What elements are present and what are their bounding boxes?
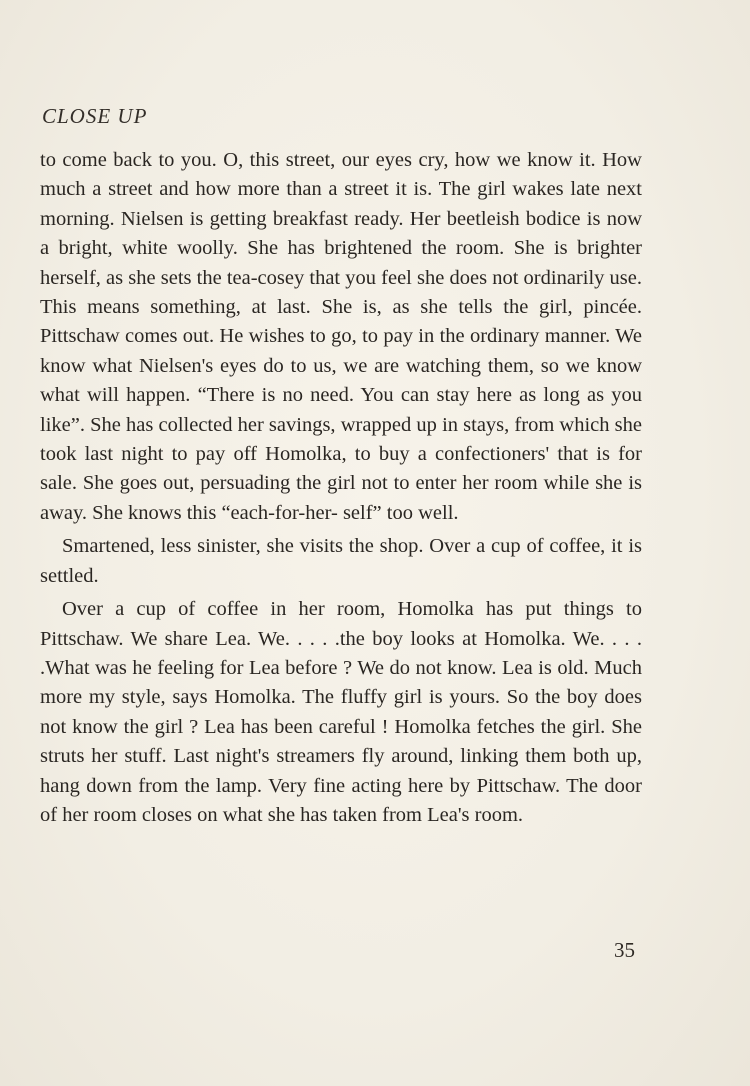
- paragraph-1: to come back to you. O, this street, our eyes cry, how we know it. How much a street and how more than a street it is. The girl wakes late next morning. Nielsen is getting breakfast ready. Her beetleish bodice is now a bright, white woolly. She has brightened the room. She is brighter herself, as she sets the tea-cosey that you feel she does not ordinarily use. This means something, at last. She is, as she tells the girl, pincée. Pittschaw comes out. He wishes to go, to pay in the ordinary manner. We know what Nielsen's eyes do to us, we are watching them, so we know what will happen. “There is no need. You can stay here as long as you like”. She has collected her savings, wrapped up in stays, from which she took last night to pay off Homolka, to buy a confectioners' that is for sale. She goes out, persuading the girl not to enter her room while she is away. She knows this “each-for-her- self” too well.: [40, 149, 642, 524]
- paragraph-2: Smartened, less sinister, she visits the shop. Over a cup of coffee, it is settled.: [40, 535, 642, 587]
- running-head: CLOSE UP: [42, 104, 148, 128]
- page-number: 35: [614, 938, 635, 962]
- body-text: [40, 146, 642, 830]
- paragraph-3: Over a cup of coffee in her room, Homolka has put things to Pittschaw. We share Lea. We. . . . .the boy looks at Homolka. We. . . . .What was he feeling for Lea before ? We do not know. Lea is old. Much more my style, says Homolka. The fluffy girl is yours. So the boy does not know the girl ? Lea has been careful ! Homolka fetches the girl. She struts her stuff. Last night's streamers fly around, linking them both up, hang down from the lamp. Very fine acting here by Pittschaw. The door of her room closes on what she has taken from Lea's room.: [40, 598, 642, 826]
